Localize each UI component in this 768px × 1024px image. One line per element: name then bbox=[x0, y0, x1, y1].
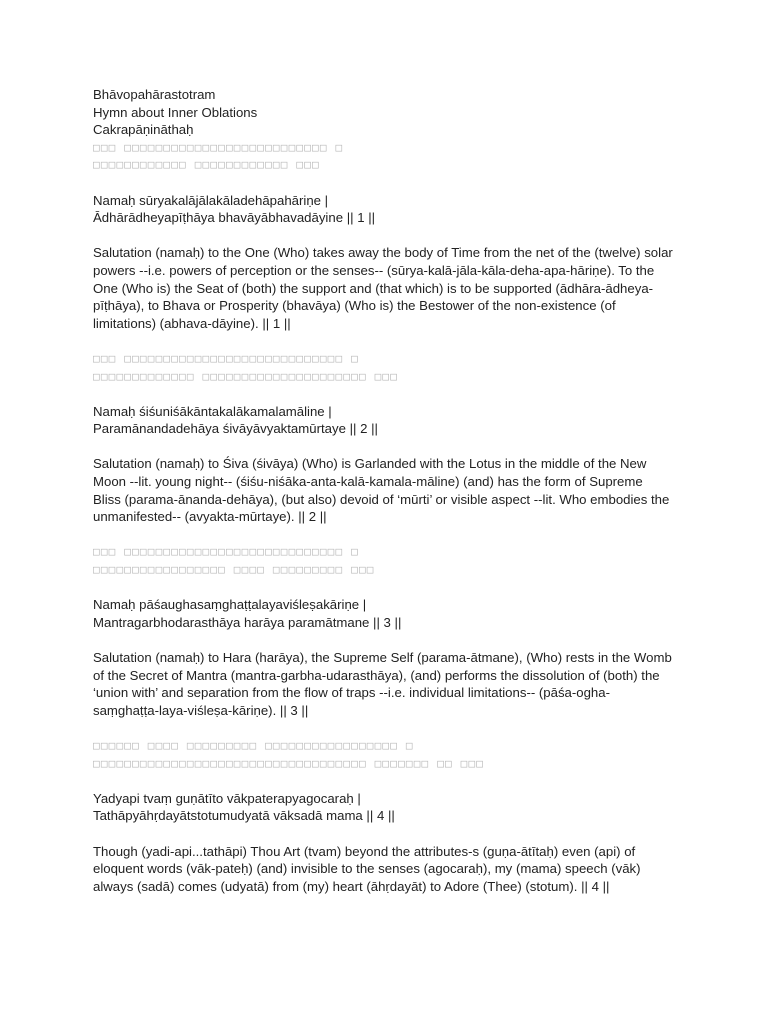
devanagari-placeholder-line: □□□□□□□□□□□□□□□□□□□□□□□□□□□□□□□□□□□ □□□□□□□ □□ □□□ bbox=[93, 756, 485, 770]
devanagari-placeholder-line: □□□ □□□□□□□□□□□□□□□□□□□□□□□□□□□□ □ bbox=[93, 545, 359, 559]
devanagari-placeholder-line: □□□□□□□□□□□□□ □□□□□□□□□□□□□□□□□□□□□ □□□ bbox=[93, 369, 399, 383]
devanagari-placeholder-line: □□□□□□□□□□□□ □□□□□□□□□□□□ □□□ bbox=[93, 158, 320, 172]
verse-4-transliteration-line-1: Yadyapi tvaṃ guṇātīto vākpaterapyagocaraḥ | bbox=[93, 790, 361, 806]
verse-2-translation: Salutation (namaḥ) to Śiva (śivāya) (Who) is Garlanded with the Lotus in the middle of the New Moon --lit. young night-- (śiśu-niśāka-anta-kalā-kamala-māline) (and) has the form of Supreme Bliss (parama-ānanda-dehāya), (but also) devoid of ‘mūrti’ or visible aspect --lit. Who embodies the unmanifested-- (avyakta-mūrtaye). || 2 || bbox=[93, 456, 670, 525]
verse-2-transliteration-line-1: Namaḥ śiśuniśākāntakalākamalamāline | bbox=[93, 403, 332, 419]
verse-1-transliteration-line-2: Ādhārādheyapīṭhāya bhavāyābhavadāyine || 1 || bbox=[93, 210, 376, 226]
verse-1-transliteration-line-1: Namaḥ sūryakalājālakāladehāpahāriṇe | bbox=[93, 192, 329, 208]
document-author: Cakrapāṇināthaḥ bbox=[93, 122, 194, 138]
devanagari-placeholder-line: □□□□□□ □□□□ □□□□□□□□□ □□□□□□□□□□□□□□□□□ □ bbox=[93, 738, 414, 752]
verse-3-transliteration-line-2: Mantragarbhodarasthāya harāya paramātmane || 3 || bbox=[93, 614, 402, 630]
verse-4-transliteration-line-2: Tathāpyāhṛdayātstotumudyatā vāksadā mama || 4 || bbox=[93, 808, 395, 824]
document-page bbox=[93, 86, 673, 895]
document-subtitle: Hymn about Inner Oblations bbox=[93, 104, 258, 120]
verse-4-translation: Though (yadi-api...tathāpi) Thou Art (tvam) beyond the attributes-s (guṇa-ātītaḥ) even (api) of eloquent words (vāk-pateḥ) (and) invisible to the senses (agocaraḥ), my (mama) speech (vāk) always (sadā) comes (udyatā) from (my) heart (āhṛdayāt) to Adore (Thee) (stotum). || 4 || bbox=[93, 843, 641, 894]
verse-3-transliteration-line-1: Namaḥ pāśaughasaṃghaṭṭalayaviśleṣakāriṇe | bbox=[93, 597, 367, 613]
devanagari-placeholder-line: □□□ □□□□□□□□□□□□□□□□□□□□□□□□□□□□ □ bbox=[93, 351, 359, 365]
verse-1-translation: Salutation (namaḥ) to the One (Who) takes away the body of Time from the net of the (twelve) solar powers --i.e. powers of perception or the senses-- (sūrya-kalā-jāla-kāla-deha-apa-hāriṇe). To the One (Who is) the Seat of (both) the support and (that which) is to be supported (ādhāra-ādheya-pīṭhāya), to Bhava or Prosperity (bhavāya) (Who is) the Bestower of the non-existence (of limitations) (abhava-dāyine). || 1 || bbox=[93, 245, 673, 331]
devanagari-placeholder-line: □□□□□□□□□□□□□□□□□ □□□□ □□□□□□□□□ □□□ bbox=[93, 563, 375, 577]
verse-3-translation: Salutation (namaḥ) to Hara (harāya), the Supreme Self (parama-ātmane), (Who) rests in the Womb of the Secret of Mantra (mantra-garbha-udarasthāya), (and) performs the dissolution of (both) the ‘union with’ and separation from the flow of traps --i.e. individual limitations-- (pāśa-ogha-saṃghaṭṭa-laya-viśleṣa-kāriṇe). || 3 || bbox=[93, 650, 672, 718]
document-title: Bhāvopahārastotram bbox=[93, 87, 216, 102]
verse-2-transliteration-line-2: Paramānandadehāya śivāyāvyaktamūrtaye || 2 || bbox=[93, 421, 378, 437]
devanagari-placeholder-line: □□□ □□□□□□□□□□□□□□□□□□□□□□□□□□ □ bbox=[93, 140, 344, 154]
